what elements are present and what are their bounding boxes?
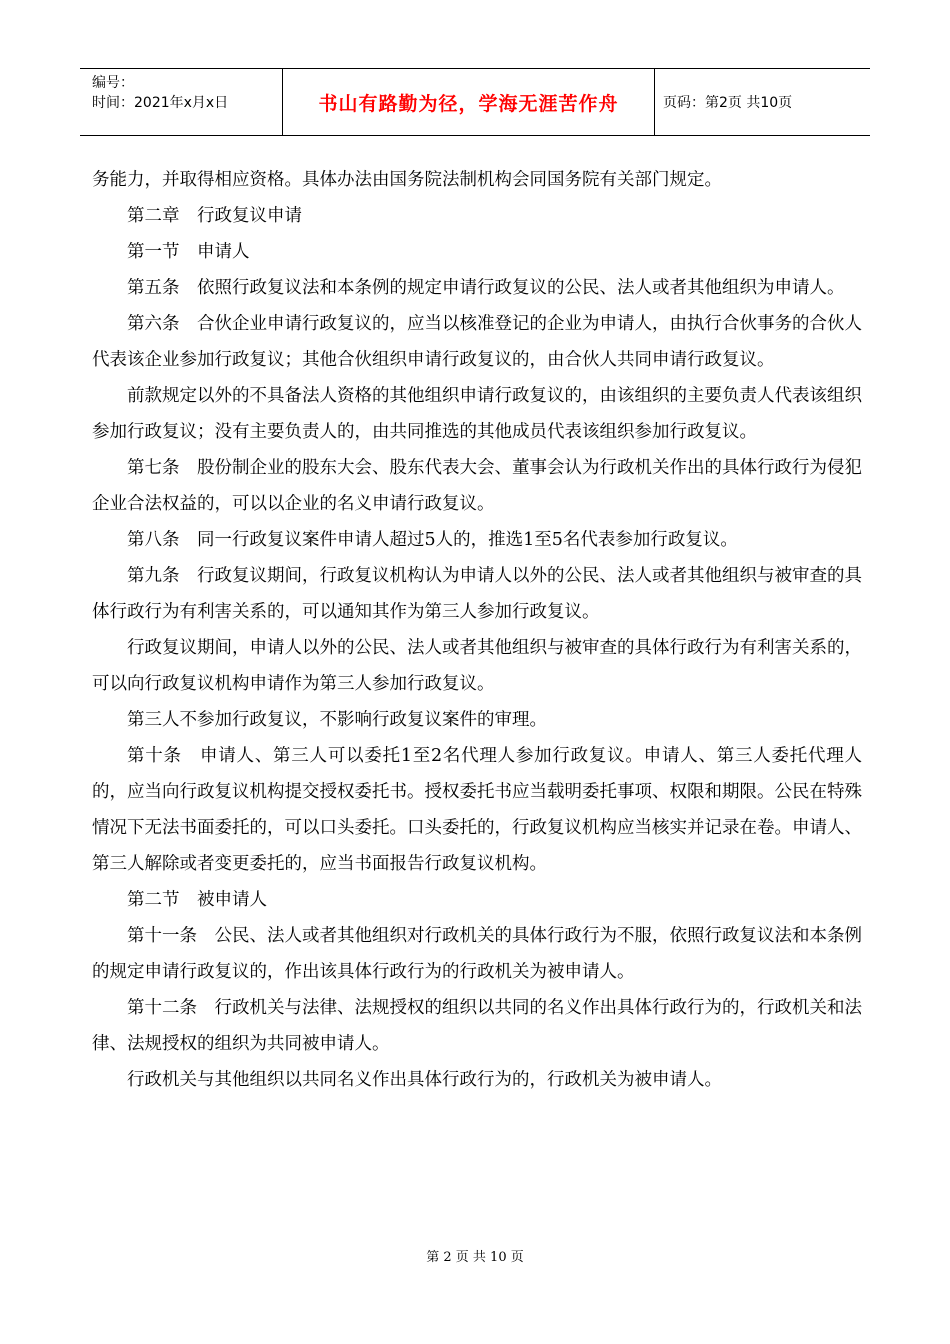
paragraph: 第三人不参加行政复议，不影响行政复议案件的审理。: [127, 710, 547, 730]
article-paragraph: 第五条 依照行政复议法和本条例的规定申请行政复议的公民、法人或者其他组织为申请人。: [127, 278, 845, 298]
article-paragraph: 第六条 合伙企业申请行政复议的，应当以核准登记的企业为申请人，由执行合伙事务的合伙人代表该企业参加行政复议；其他合伙组织申请行政复议的，由合伙人共同申请行政复议。: [92, 314, 862, 370]
article-paragraph: 第十二条 行政机关与法律、法规授权的组织以共同的名义作出具体行政行为的，行政机关和法律、法规授权的组织为共同被申请人。: [92, 998, 862, 1054]
paragraph: 务能力，并取得相应资格。具体办法由国务院法制机构会同国务院有关部门规定。: [92, 170, 722, 190]
article-paragraph: 第八条 同一行政复议案件申请人超过5人的，推选1至5名代表参加行政复议。: [127, 530, 738, 550]
header-motto: 书山有路勤为径，学海无涯苦作舟: [283, 69, 655, 135]
article-paragraph: 第十条 申请人、第三人可以委托1至2名代理人参加行政复议。申请人、第三人委托代理人的，应当向行政复议机构提交授权委托书。授权委托书应当载明委托事项、权限和期限。公民在特殊情况下无法书面委托的，可以口头委托。口头委托的，行政复议机构应当核实并记录在卷。申请人、第三人解除或者变更委托的，应当书面报告行政复议机构。: [92, 746, 862, 874]
article-paragraph: 第十一条 公民、法人或者其他组织对行政机关的具体行政行为不服，依照行政复议法和本条例的规定申请行政复议的，作出该具体行政行为的行政机关为被申请人。: [92, 926, 862, 982]
paragraph: 行政机关与其他组织以共同名义作出具体行政行为的，行政机关为被申请人。: [127, 1070, 722, 1090]
header-meta: [80, 69, 283, 135]
article-paragraph: 第九条 行政复议期间，行政复议机构认为申请人以外的公民、法人或者其他组织与被审查的具体行政行为有利害关系的，可以通知其作为第三人参加行政复议。: [92, 566, 862, 622]
article-paragraph: 第七条 股份制企业的股东大会、股东代表大会、董事会认为行政机关作出的具体行政行为侵犯企业合法权益的，可以以企业的名义申请行政复议。: [92, 458, 862, 514]
document-body: [92, 162, 862, 1098]
section-heading: 第一节 申请人: [127, 242, 250, 262]
chapter-heading: 第二章 行政复议申请: [127, 206, 302, 226]
paragraph: 前款规定以外的不具备法人资格的其他组织申请行政复议的，由该组织的主要负责人代表该组织参加行政复议；没有主要负责人的，由共同推选的其他成员代表该组织参加行政复议。: [92, 386, 862, 442]
section-heading: 第二节 被申请人: [127, 890, 267, 910]
document-time-label: 时间：2021年x月x日: [92, 95, 229, 111]
paragraph: 行政复议期间，申请人以外的公民、法人或者其他组织与被审查的具体行政行为有利害关系的，可以向行政复议机构申请作为第三人参加行政复议。: [92, 638, 862, 694]
page-header: [80, 68, 870, 136]
header-page-label: 页码：第2页 共10页: [663, 95, 793, 111]
document-number-label: 编号：: [92, 75, 134, 91]
page-footer: 第 2 页 共 10 页: [426, 1250, 524, 1265]
